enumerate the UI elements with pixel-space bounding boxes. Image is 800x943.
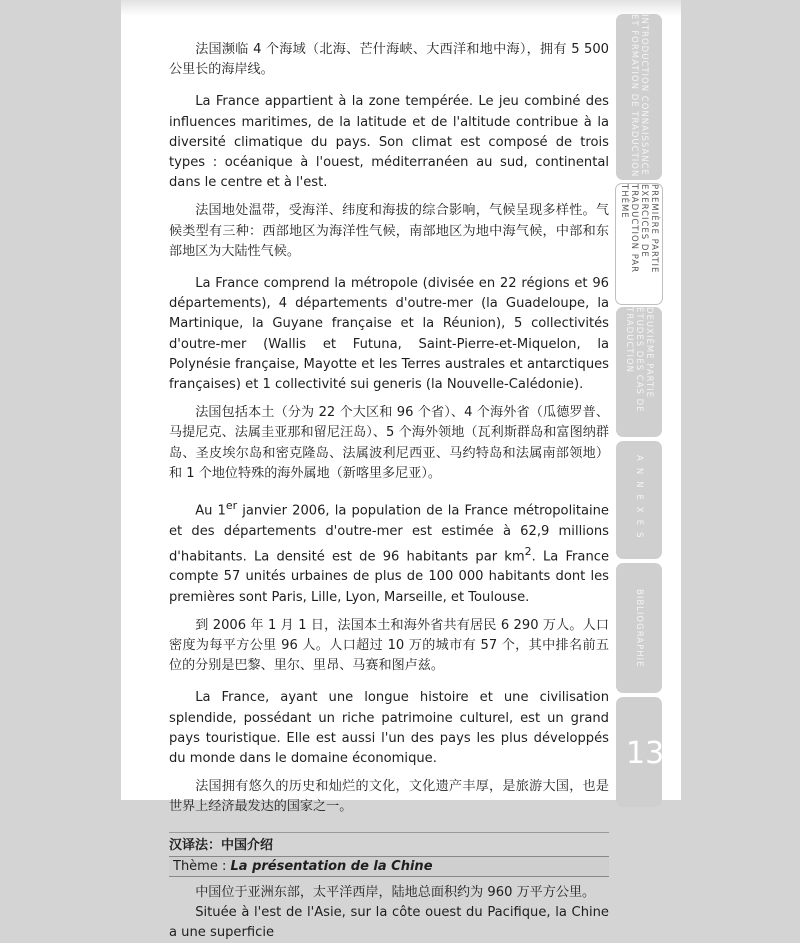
paragraph-fr: La France comprend la métropole (divisée en 22 régions et 96 départements), 4 départements d'outre-mer (la Guadeloupe, la Martinique, la Guyane française et la Réunion), 5 collectivités d'outre-mer (Wallis et Futuna, Saint-Pierre-et-Miquelon, la Polynésie française, Mayotte et les Terres australes et antarctiques françaises) et 1 collectivité sui generis (la Nouvelle-Calédonie). <box>169 276 609 393</box>
section-title: 汉译法：中国介绍 <box>169 837 274 853</box>
paragraph-cn: 法国濒临 4 个海域（北海、芒什海峡、大西洋和地中海），拥有 5 500 公里长的海岸线。 <box>169 42 609 78</box>
text-run: Au 1 <box>195 503 226 519</box>
tab-label: INTRODUCTION CONNAISSANCE ET FORMATION DE TRADUCTION <box>629 14 649 178</box>
paragraph-fr: La France, ayant une longue histoire et une civilisation splendide, possédant un riche patrimoine culturel, est un grand pays touristique. Elle est aussi l'un des pays les plus développés du monde dans le domaine économique. <box>169 690 609 767</box>
book-page <box>121 0 681 941</box>
tab-label: BIBLIOGRAPHIE <box>634 588 644 668</box>
section-header <box>169 832 609 877</box>
tab-premiere-partie[interactable] <box>615 183 663 305</box>
theme-bar <box>169 856 609 877</box>
paragraph-fr: Située à l'est de l'Asie, sur la côte ouest du Pacifique, la Chine a une superficie <box>169 904 609 941</box>
theme-label: Thème : <box>173 858 231 874</box>
theme-title: La présentation de la Chine <box>230 858 433 874</box>
text-run: . La France compte 57 unités urbaines de plus de 100 000 habitants dont les premières sont Paris, Lille, Lyon, Marseille, et Toulouse. <box>169 549 609 605</box>
tab-deuxieme-partie[interactable] <box>616 307 662 437</box>
page-top-shade <box>121 0 681 16</box>
page-body <box>169 40 609 943</box>
paragraph-fr: La France appartient à la zone tempérée. Le jeu combiné des influences maritimes, de la latitude et de l'altitude contribue à la diversité climatique du pays. Son climat est composé de trois types : océanique à l'ouest, méditerranéen au sud, continental dans le centre et à l'est. <box>169 94 609 191</box>
page-number: 13 <box>626 736 665 771</box>
paragraph-cn: 法国包括本土（分为 22 个大区和 96 个省）、4 个海外省（瓜德罗普、马提尼克、法属圭亚那和留尼汪岛）、5 个海外领地（瓦利斯群岛和富图纳群岛、圣皮埃尔岛和密克隆岛、法属波利尼西亚、马约特岛和法属南部领地）和 1 个地位特殊的海外属地（新喀里多尼亚）。 <box>169 405 609 481</box>
paragraph-fr <box>169 496 609 608</box>
tab-label: PREMIÈRE PARTIE EXERCICES DE TRADUCTION PAR THÈME <box>619 184 659 274</box>
paragraph-cn: 到 2006 年 1 月 1 日，法国本土和海外省共有居民 6 290 万人。人口密度为每平方公里 96 人。人口超过 10 万的城市有 57 个，其中排名前五位的分别是巴黎、里尔、里昂、马赛和图卢兹。 <box>169 617 609 674</box>
paragraph-cn: 法国拥有悠久的历史和灿烂的文化，文化遗产丰厚，是旅游大国，也是世界上经济最发达的国家之一。 <box>169 779 609 815</box>
text-run: janvier 2006, la population de la France métropolitaine et des départements d'outre-mer est estimée à 62,9 millions d'habitants. La densité est de 96 habitants par km <box>169 503 609 565</box>
superscript: 2 <box>524 544 532 558</box>
tab-introduction[interactable] <box>616 14 662 180</box>
tab-label: DEUXIÈME PARTIE ÉTUDES DES CAS DE TRADUCTION <box>624 307 654 413</box>
paragraph-cn: 法国地处温带，受海洋、纬度和海拔的综合影响，气候呈现多样性。气候类型有三种：西部地区为海洋性气候，南部地区为地中海气候，中部和东部地区为大陆性气候。 <box>169 203 609 259</box>
superscript: er <box>225 499 238 513</box>
tab-annexes[interactable] <box>616 441 662 559</box>
tab-label: ANNEXES <box>634 455 644 545</box>
chapter-tabs <box>616 0 665 800</box>
tab-bibliographie[interactable] <box>616 563 662 693</box>
paragraph-cn: 中国位于亚洲东部，太平洋西岸，陆地总面积约为 960 万平方公里。 <box>195 884 596 900</box>
